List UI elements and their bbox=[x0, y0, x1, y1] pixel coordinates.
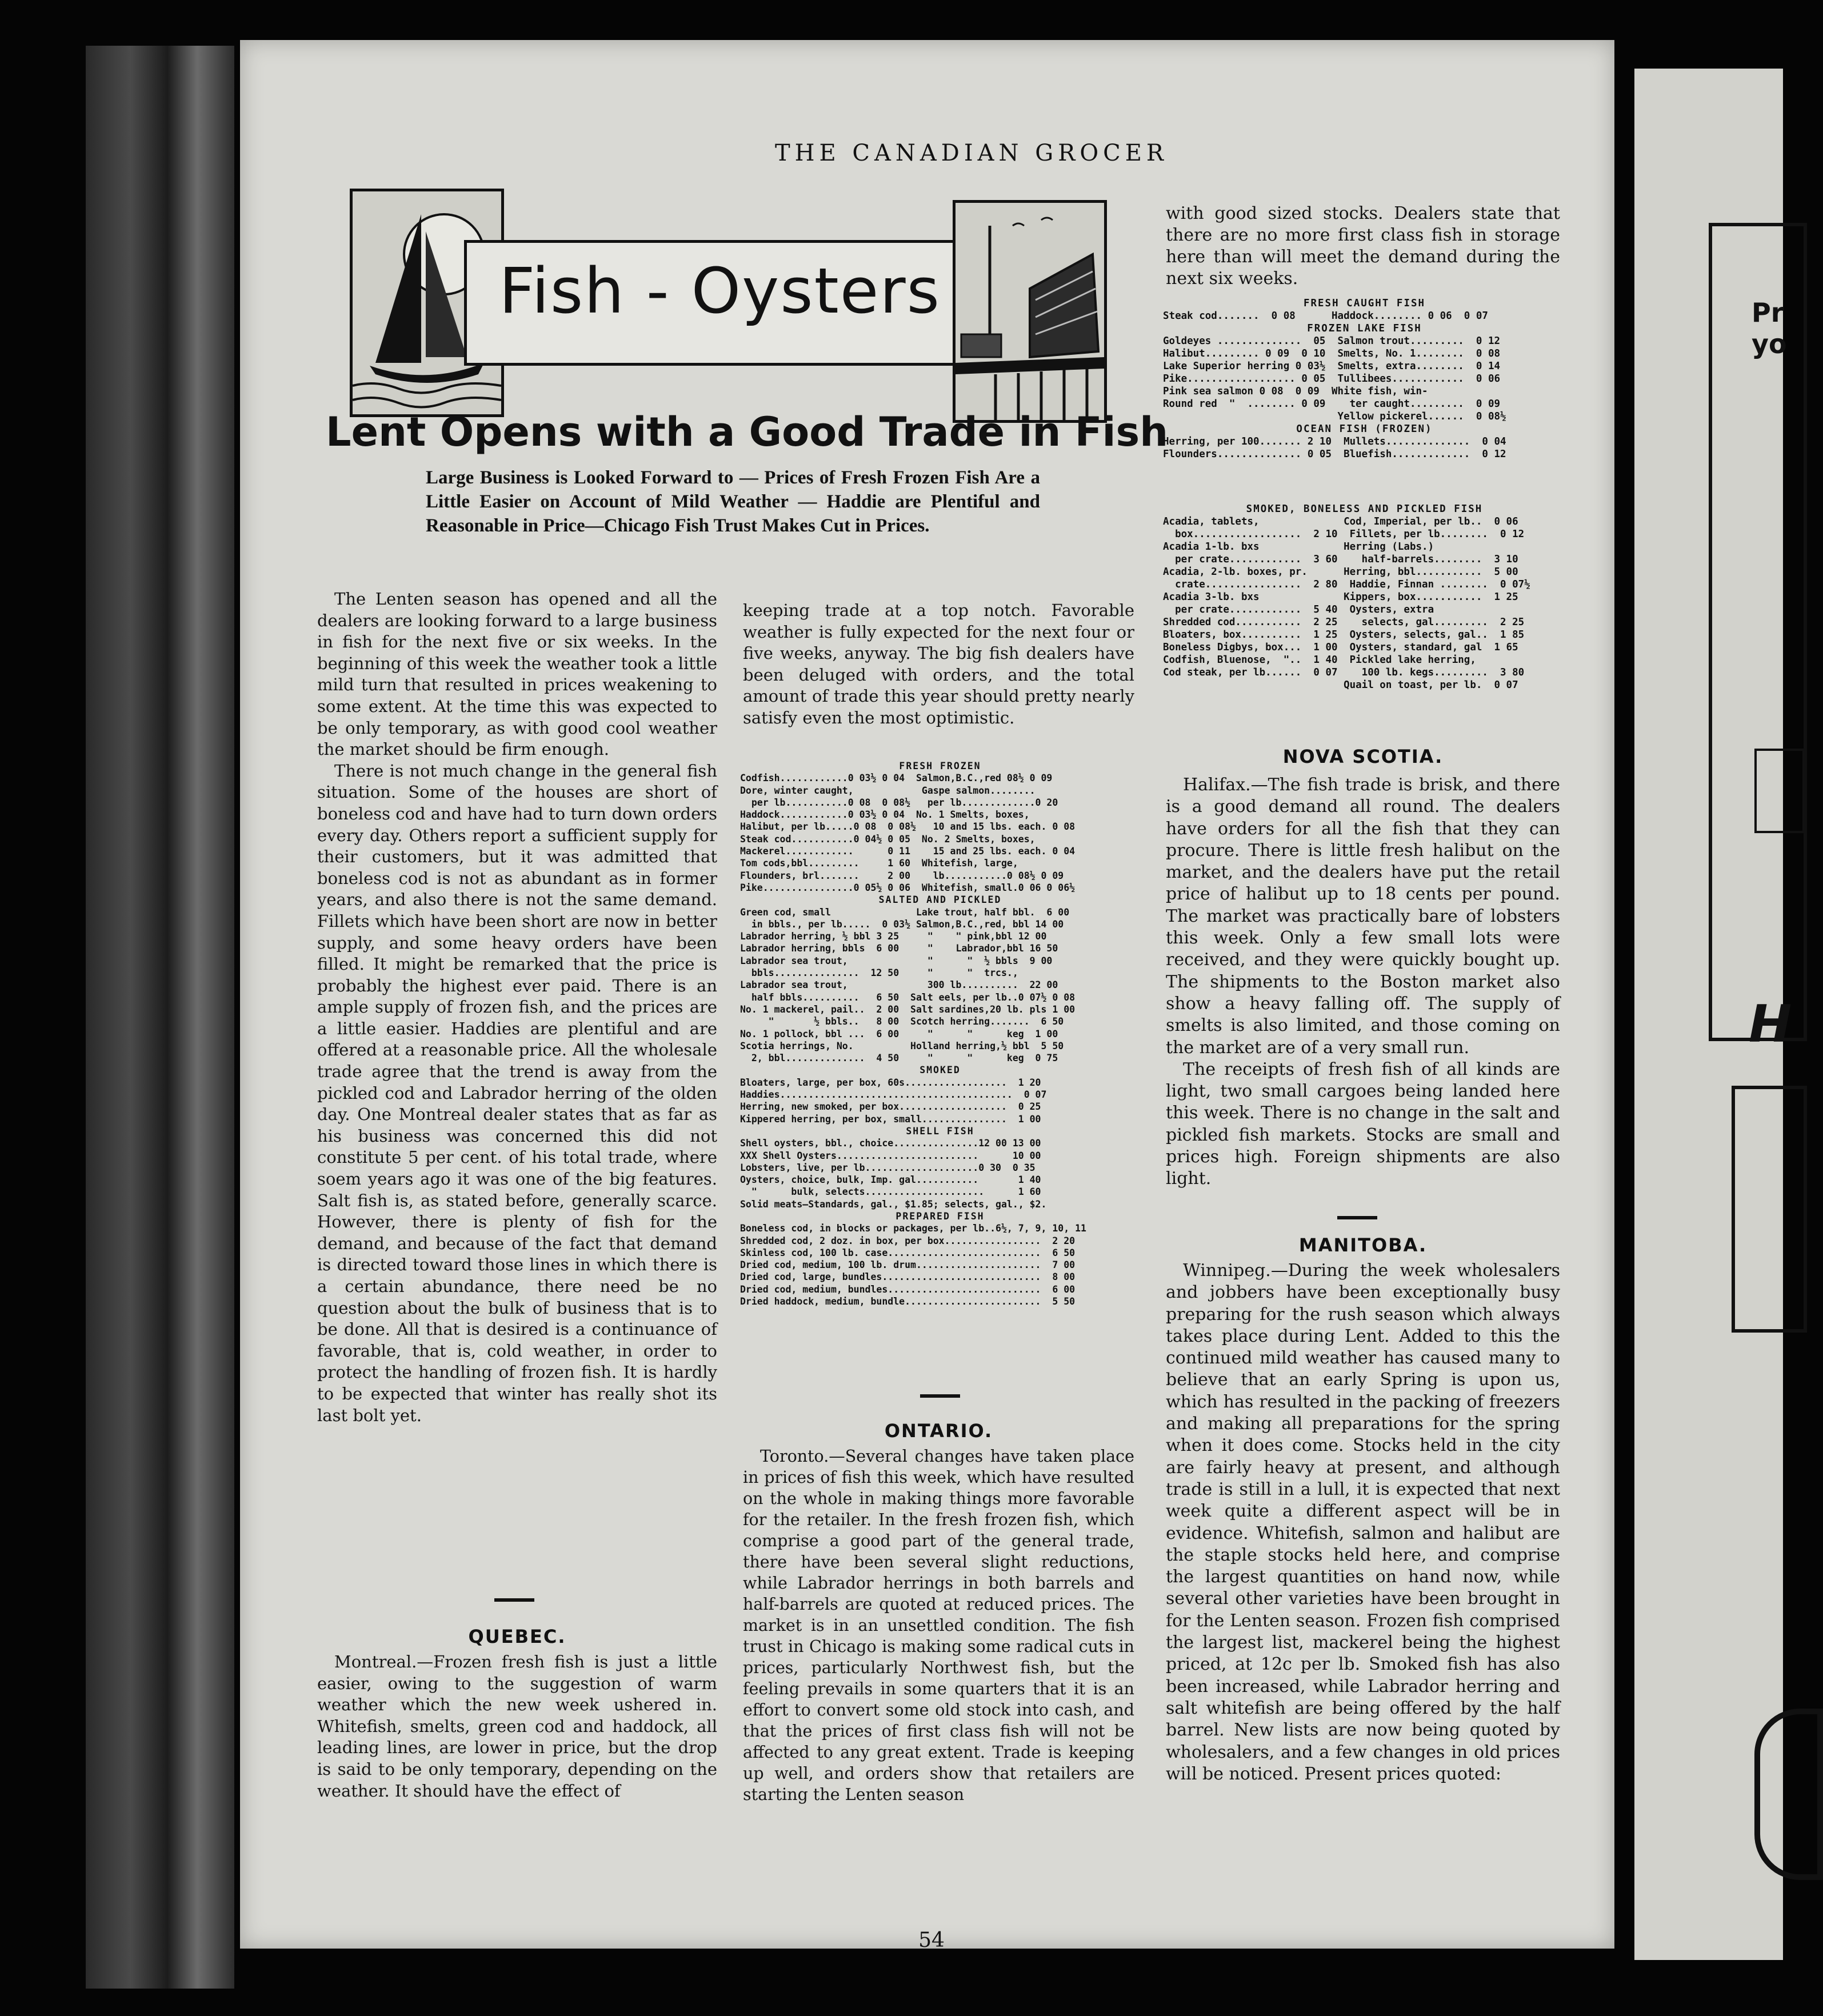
price-table-heading: SHELL FISH bbox=[906, 1125, 974, 1137]
paragraph: Winnipeg.—During the week wholesalers and jobbers have been exceptionally busy preparing for the rush season which always takes place during Lent. Added to this the continued mild weather has caused many to believe that an early Spring is upon us, which has resulted in the packing of freezers and making all preparations for the spring when it does come. Stocks held in the city are fairly heavy at present, and although trade is still in a lull, it is expected that next week quite a different aspect will be in evidence. Whitefish, salmon and halibut are the staple stocks held here, and comprise the largest quantities on hand now, while several other varieties have been brought in for the Lenten season. Frozen fish comprised the largest list, mackerel being the highest priced, at 12c per lb. Smoked fish has also been increased, while Labrador herring and salt whitefish are being offered by the half barrel. New lists are now being quoted by wholesalers, and a few changes in old prices will be noticed. Present prices quoted: bbox=[1166, 1261, 1560, 1784]
price-row: Lobsters, live, per lb....................0 30 0 35 bbox=[740, 1162, 1036, 1173]
ontario-body bbox=[743, 1446, 1134, 1805]
adjacent-ad-box-2 bbox=[1732, 1086, 1807, 1333]
price-row: in bbls., per lb..... 0 03½ Salmon,B.C.,red, bbl 14 00 bbox=[740, 918, 1064, 930]
price-table-heading: SMOKED, BONELESS AND PICKLED FISH bbox=[1246, 503, 1483, 515]
adjacent-seal bbox=[1754, 1709, 1823, 1880]
price-row: Kippered herring, per box, small............... 1 00 bbox=[740, 1113, 1041, 1125]
section-banner bbox=[350, 189, 1107, 417]
price-row: Acadia 3-lb. bxs Kippers, box........... 1 25 bbox=[1163, 591, 1518, 603]
price-row: Solid meats—Standards, gal., $1.85; selects, gal., $2. bbox=[740, 1198, 1047, 1210]
price-table-heading: OCEAN FISH (FROZEN) bbox=[1296, 423, 1433, 435]
price-row: Flounders, brl....... 2 00 lb...........0 08½ 0 09 bbox=[740, 870, 1064, 881]
price-row: Labrador herring, ½ bbl 3 25 " " pink,bbl 12 00 bbox=[740, 931, 1047, 942]
price-row: Yellow pickerel...... 0 08½ bbox=[1163, 411, 1506, 422]
manitoba-heading: MANITOBA. bbox=[1298, 1234, 1428, 1256]
ontario-heading: ONTARIO. bbox=[884, 1420, 993, 1442]
price-row: Steak cod...........0 04½ 0 05 No. 2 Smelts, boxes, bbox=[740, 833, 1036, 845]
column-2-intro bbox=[743, 600, 1134, 729]
adjacent-text-a: Pr bbox=[1752, 297, 1784, 328]
price-row: Shell oysters, bbl., choice...............12 00 13 00 bbox=[740, 1138, 1041, 1149]
price-row: Green cod, small Lake trout, half bbl. 6 00 bbox=[740, 906, 1070, 918]
price-tables-column-2 bbox=[740, 760, 1140, 1307]
price-row: Pink sea salmon 0 08 0 09 White fish, win- bbox=[1163, 386, 1428, 397]
price-row: Dore, winter caught, Gaspe salmon........ bbox=[740, 785, 1036, 796]
quebec-body bbox=[317, 1651, 717, 1802]
price-row: Codfish, Bluenose, ".. 1 40 Pickled lake herring, bbox=[1163, 654, 1476, 666]
price-row: Pike................0 05½ 0 06 Whitefish, small.0 06 0 06½ bbox=[740, 882, 1076, 893]
price-row: Mackerel............ 0 11 15 and 25 lbs. each. 0 04 bbox=[740, 846, 1076, 857]
price-row: Scotia herrings, No. Holland herring,½ bbl 5 50 bbox=[740, 1040, 1064, 1051]
price-row: Shredded cod, 2 doz. in box, per box................. 2 20 bbox=[740, 1235, 1076, 1246]
article-headline: Lent Opens with a Good Trade in Fish bbox=[326, 409, 1169, 455]
adjacent-text-c: H bbox=[1749, 994, 1792, 1054]
price-row: " ½ bbls.. 8 00 Scotch herring....... 6 50 bbox=[740, 1016, 1064, 1027]
price-row: Shredded cod........... 2 25 selects, gal......... 2 25 bbox=[1163, 617, 1525, 628]
price-row: Acadia 1-lb. bxs Herring (Labs.) bbox=[1163, 541, 1434, 553]
price-row: Steak cod....... 0 08 Haddock........ 0 06 0 07 bbox=[1163, 310, 1488, 322]
price-row: Round red " ........ 0 09 ter caught......... 0 09 bbox=[1163, 398, 1501, 410]
price-tables-column-3-bottom bbox=[1163, 503, 1566, 691]
adjacent-text-b: yo bbox=[1752, 329, 1787, 359]
price-row: Tom cods,bbl......... 1 60 Whitefish, large, bbox=[740, 858, 1018, 869]
price-row: Haddies......................................... 0 07 bbox=[740, 1089, 1047, 1101]
price-row: per crate............ 5 40 Oysters, extra bbox=[1163, 604, 1434, 615]
book-spine bbox=[86, 46, 234, 1989]
price-row: Halibut, per lb.....0 08 0 08½ 10 and 15 lbs. each. 0 08 bbox=[740, 821, 1076, 833]
paragraph: The receipts of fresh fish of all kinds are light, two small cargoes being landed here this week. There is no change in the salt and pickled fish markets. Stocks are small and prices high. Foreign shipments are also light. bbox=[1166, 1059, 1560, 1189]
price-row: per lb...........0 08 0 08½ per lb.............0 20 bbox=[740, 797, 1058, 808]
price-table-heading: FRESH CAUGHT FISH bbox=[1303, 298, 1426, 309]
price-row: Skinless cod, 100 lb. case........................... 6 50 bbox=[740, 1247, 1076, 1258]
nova-scotia-body bbox=[1166, 774, 1560, 1190]
price-table-heading: SALTED AND PICKLED bbox=[878, 894, 1002, 906]
adjacent-page bbox=[1634, 69, 1792, 1960]
price-row: Bloaters, large, per box, 60s.................. 1 20 bbox=[740, 1077, 1041, 1088]
price-row: bbls............... 12 50 " " trcs., bbox=[740, 967, 1018, 979]
price-row: Haddock............0 03½ 0 04 No. 1 Smelts, boxes, bbox=[740, 809, 1030, 821]
price-row: Goldeyes .............. 05 Salmon trout......... 0 12 bbox=[1163, 335, 1501, 347]
price-row: Labrador sea trout, " " ½ bbls 9 00 bbox=[740, 955, 1053, 966]
adjacent-inner-box bbox=[1754, 749, 1805, 833]
section-rule bbox=[494, 1598, 534, 1602]
price-row: XXX Shell Oysters......................... 10 00 bbox=[740, 1150, 1041, 1161]
page-number: 54 bbox=[918, 1929, 945, 1952]
nova-scotia-heading: NOVA SCOTIA. bbox=[1282, 746, 1444, 767]
article-deck: Large Business is Looked Forward to — Prices of Fresh Frozen Fish Are a Little Easier on Account of Mild Weather — Haddie are Plentiful and Reasonable in Price—Chicago Fish Trust Makes Cut in Prices. bbox=[426, 467, 1040, 536]
price-row: No. 1 pollock, bbl ... 6 00 " " keg 1 00 bbox=[740, 1028, 1058, 1039]
running-head: THE CANADIAN GROCER bbox=[774, 140, 1169, 166]
price-row: Cod steak, per lb...... 0 07 100 lb. kegs......... 3 80 bbox=[1163, 667, 1525, 678]
wharf-illustration bbox=[953, 200, 1107, 423]
quebec-heading: QUEBEC. bbox=[468, 1626, 566, 1647]
price-row: Acadia, 2-lb. boxes, pr. Herring, bbl........... 5 00 bbox=[1163, 566, 1518, 578]
price-row: Dried cod, medium, 100 lb. drum...................... 7 00 bbox=[740, 1259, 1076, 1271]
price-row: 2, bbl.............. 4 50 " " keg 0 75 bbox=[740, 1053, 1058, 1064]
price-row: Pike.................. 0 05 Tullibees............ 0 06 bbox=[1163, 373, 1501, 385]
paragraph: Toronto.—Several changes have taken place in prices of fish this week, which have resulted on the whole in making things more favorable for the retailer. In the fresh frozen fish, which comprise a good part of the general trade, there have been several slight reductions, while Labrador herrings in both barrels and half-barrels are quoted at reduced prices. The market is in an unsettled condition. The fish trust in Chicago is making some radical cuts in prices, particularly Northwest fish, but the feeling prevails in some quarters that it is an effort to convert some old stock into cash, and that the prices of first class fish will not be affected to any great extent. Trade is keeping up well, and orders show that retailers are starting the Lenten season bbox=[743, 1447, 1134, 1804]
price-row: box.................. 2 10 Fillets, per lb........ 0 12 bbox=[1163, 529, 1525, 540]
price-row: Flounders.............. 0 05 Bluefish............. 0 12 bbox=[1163, 449, 1506, 460]
price-row: Labrador sea trout, 300 lb.......... 22 00 bbox=[740, 979, 1058, 991]
column-1-body bbox=[317, 589, 717, 1426]
price-table-heading: FROZEN LAKE FISH bbox=[1307, 323, 1422, 334]
price-table-heading: FRESH FROZEN bbox=[899, 761, 981, 771]
price-row: Lake Superior herring 0 03½ Smelts, extra........ 0 14 bbox=[1163, 361, 1501, 372]
price-row: Boneless Digbys, box... 1 00 Oysters, standard, gal 1 65 bbox=[1163, 642, 1518, 653]
price-row: Bloaters, box.......... 1 25 Oysters, selects, gal.. 1 85 bbox=[1163, 629, 1525, 641]
price-row: Boneless cod, in blocks or packages, per lb..6½, 7, 9, 10, 11 bbox=[740, 1223, 1086, 1234]
price-row: " bulk, selects..................... 1 60 bbox=[740, 1186, 1041, 1198]
paragraph: keeping trade at a top notch. Favorable weather is fully expected for the next four or five weeks, anyway. The big fish dealers have been deluged with orders, and the total amount of trade this year should pretty nearly satisfy even the most optimistic. bbox=[743, 601, 1134, 727]
price-row: Dried cod, medium, bundles........................... 6 00 bbox=[740, 1283, 1076, 1295]
price-row: Oysters, choice, bulk, Imp. gal........... 1 40 bbox=[740, 1174, 1041, 1186]
price-table-heading: SMOKED bbox=[920, 1065, 961, 1076]
price-row: Codfish............0 03½ 0 04 Salmon,B.C.,red 08½ 0 09 bbox=[740, 773, 1053, 784]
price-table-heading: PREPARED FISH bbox=[895, 1210, 985, 1222]
price-row: Halibut......... 0 09 0 10 Smelts, No. 1........ 0 08 bbox=[1163, 348, 1501, 359]
price-row: Dried cod, large, bundles............................ 8 00 bbox=[740, 1271, 1076, 1283]
price-row: half bbls.......... 6 50 Salt eels, per lb..0 07½ 0 08 bbox=[740, 991, 1076, 1003]
price-row: Labrador herring, bbls 6 00 " Labrador,bbl 16 50 bbox=[740, 943, 1058, 954]
price-row: Herring, per 100....... 2 10 Mullets.............. 0 04 bbox=[1163, 436, 1506, 447]
price-row: per crate............ 3 60 half-barrels........ 3 10 bbox=[1163, 554, 1518, 565]
column-3-intro bbox=[1166, 203, 1560, 290]
price-row: Acadia, tablets, Cod, Imperial, per lb.. 0 06 bbox=[1163, 516, 1518, 527]
paragraph: The Lenten season has opened and all the dealers are looking forward to a large business in fish for the next five or six weeks. In the beginning of this week the weather took a little mild turn that resulted in prices weakening to some extent. At the time this was expected to be only temporary, as with good cool weather the market should be firm enough. bbox=[317, 589, 717, 759]
paragraph: with good sized stocks. Dealers state that there are no more first class fish in storage here than will meet the demand during the next six weeks. bbox=[1166, 203, 1560, 289]
paragraph: There is not much change in the general fish situation. Some of the houses are short of boneless cod and have had to turn down orders every day. Others report a sufficient supply for their customers, but it was admitted that boneless cod is not as abundant as in former years, and also there is not the same demand. Fillets which have been short are now in better supply, and some heavy orders have been filled. It might be remarked that the price is probably the highest ever paid. There is an ample supply of frozen fish, and the prices are a little easier. Haddies are plentiful and are offered at a reasonable price. All the wholesale trade agree that the trend is away from the pickled cod and Labrador herring of the olden day. One Montreal dealer states that as far as his business was concerned this did not constitute 5 per cent. of his total trade, where soem years ago it was one of the big features. Salt fish is, as stated before, generally scarce. However, there is plenty of fish for the demand, and because of the fact that demand is directed toward those lines in which there is a certain abundance, there need be no question about the bulk of business that is to be done. All that is desired is a continuance of favorable, that is, cold weather, in order to protect the handling of frozen fish. It is hardly to be expected that winter has really shot its last bolt yet. bbox=[317, 761, 717, 1425]
price-row: Quail on toast, per lb. 0 07 bbox=[1163, 679, 1518, 691]
price-row: crate................ 2 80 Haddie, Finnan ........ 0 07½ bbox=[1163, 579, 1530, 590]
price-row: Dried haddock, medium, bundle........................ 5 50 bbox=[740, 1296, 1076, 1307]
price-tables-column-3-top bbox=[1163, 297, 1566, 461]
price-row: No. 1 mackerel, pail.. 2 00 Salt sardines,20 lb. pls 1 00 bbox=[740, 1003, 1076, 1015]
paragraph: Halifax.—The fish trade is brisk, and there is a good demand all round. The dealers have orders for all the fish that they can procure. There is little fresh halibut on the market, and the dealers have put the retail price of halibut up to 18 cents per pound. The market was practically bare of lobsters this week. Only a few small lots were received, and they were quickly bought up. The shipments to the Boston market also show a heavy falling off. The supply of smelts is also limited, and those coming on the market are of a very small run. bbox=[1166, 775, 1560, 1058]
section-rule bbox=[920, 1394, 960, 1398]
paragraph: Montreal.—Frozen fresh fish is just a little easier, owing to the suggestion of warm weather which the new week ushered in. Whitefish, smelts, green cod and haddock, all leading lines, are lower in price, but the drop is said to be only temporary, depending on the weather. It should have the effect of bbox=[317, 1652, 717, 1801]
section-rule bbox=[1337, 1216, 1377, 1219]
price-row: Herring, new smoked, per box................... 0 25 bbox=[740, 1101, 1041, 1113]
manitoba-body bbox=[1166, 1260, 1560, 1785]
section-title: Fish - Oysters bbox=[499, 254, 941, 327]
